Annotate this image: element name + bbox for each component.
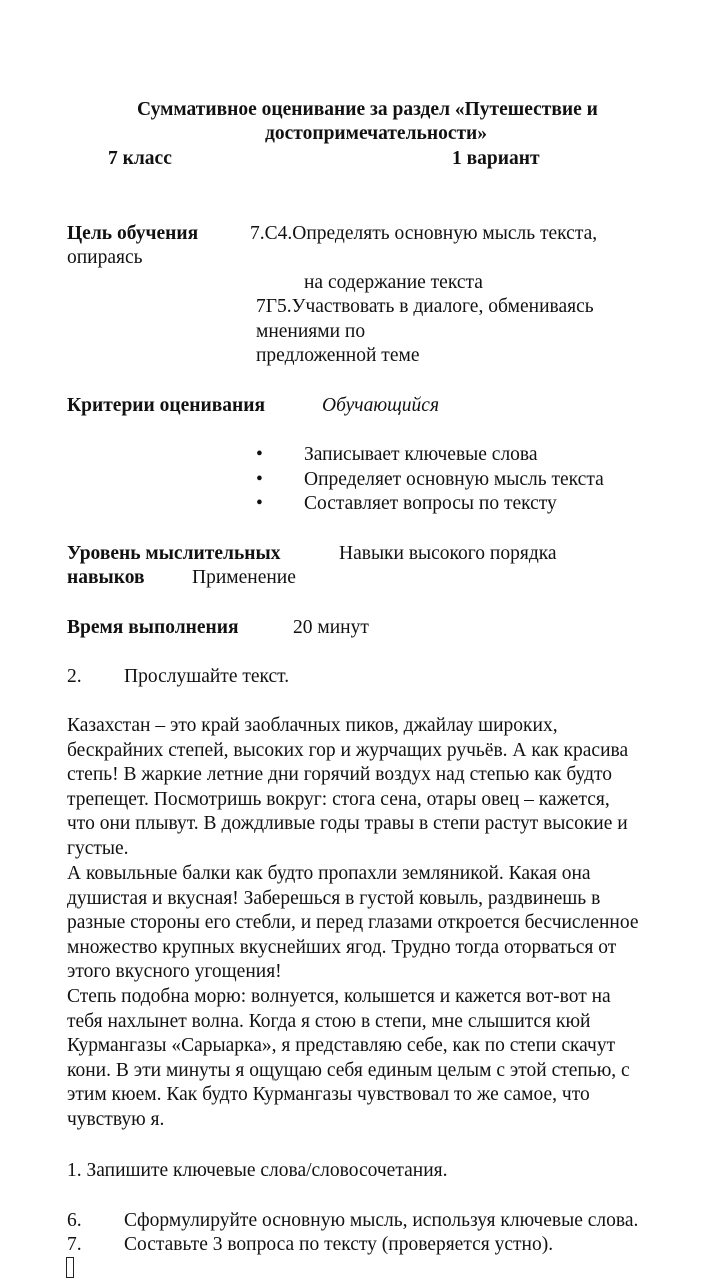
criteria-subject: Обучающийся [322, 395, 440, 416]
bullet-icon: • [256, 493, 263, 514]
goal-line-3: на содержание текста [304, 272, 483, 293]
task-6-number: 6. [67, 1210, 82, 1231]
thinking-value-1: Навыки высокого порядка [339, 543, 557, 564]
task-listen-text: Прослушайте текст. [124, 666, 290, 687]
reading-paragraph-2: А ковыльные балки как будто пропахли земляникой. Какая она душистая и вкусная! Заберешься в густой ковыль, раздвинешь в разные стороны его стебли, и перед глазами откроется бесчисленное множество крупных вкуснейших ягод. Трудно тогда оторваться от этого вкусного угощения! [67, 863, 639, 983]
thinking-label-line-1: Уровень мыслительных [67, 543, 281, 564]
task-listen-number: 2. [67, 666, 82, 687]
thinking-label-line-2: навыков [67, 567, 145, 588]
task-7-text: Составьте 3 вопроса по тексту (проверяется устно). [124, 1234, 554, 1255]
variant-label: 1 вариант [452, 148, 540, 169]
criteria-item: Определяет основную мысль текста [304, 469, 604, 490]
document-title-line-1: Суммативное оценивание за раздел «Путешествие и [137, 99, 598, 120]
goal-label: Цель обучения [67, 223, 199, 244]
goal-line-2: опираясь [67, 247, 143, 268]
document-title-line-2: достопримечательности» [265, 123, 488, 144]
time-label: Время выполнения [67, 617, 239, 638]
task-7-number: 7. [67, 1234, 82, 1255]
thinking-value-2: Применение [192, 567, 296, 588]
reading-paragraph-3: Степь подобна морю: волнуется, колышется и кажется вот-вот на тебя нахлынет волна. Когда я стою в степи, мне слышится кюй Курмангазы «Сарыарка», я представляю себе, как по степи скачут кони. В эти минуты я ощущаю себя единым целым с этой степью, с этим кюем. Как будто Курмангазы чувствовал то же самое, что чувствую я. [67, 986, 630, 1130]
task-1: 1. Запишите ключевые слова/словосочетания. [67, 1160, 448, 1181]
bullet-icon: • [256, 469, 263, 490]
goal-line-5: мнениями по [256, 321, 366, 342]
goal-line-1: 7.С4.Определять основную мысль текста, [250, 223, 598, 244]
criteria-item: Записывает ключевые слова [304, 444, 538, 465]
missing-glyph-box-icon [66, 1257, 74, 1278]
goal-line-6: предложенной теме [256, 345, 420, 366]
criteria-item: Составляет вопросы по тексту [304, 493, 557, 514]
goal-line-4: 7Г5.Участвовать в диалоге, обмениваясь [256, 296, 594, 317]
criteria-label: Критерии оценивания [67, 395, 266, 416]
bullet-icon: • [256, 444, 263, 465]
grade-label: 7 класс [108, 148, 172, 169]
task-6-text: Сформулируйте основную мысль, используя ключевые слова. [124, 1210, 639, 1231]
time-value: 20 минут [293, 617, 369, 638]
reading-paragraph-1: Казахстан – это край заоблачных пиков, джайлау широких, бескрайних степей, высоких гор и журчащих ручьёв. А как красива степь! В жаркие летние дни горячий воздух над степью как будто трепещет. Посмотришь вокруг: стога сена, отары овец – кажется, что они плывут. В дождливые годы травы в степи растут высокие и густые. [67, 715, 629, 859]
